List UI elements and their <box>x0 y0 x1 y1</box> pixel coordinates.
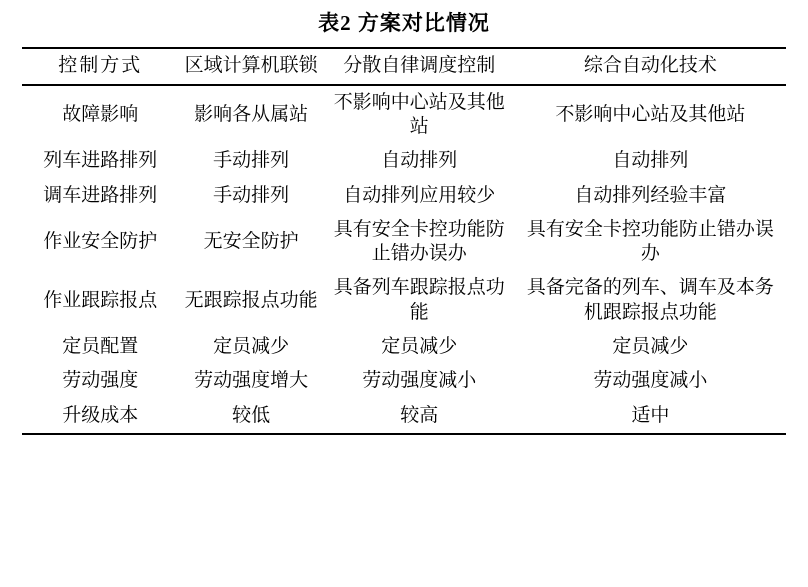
table-cell: 具有安全卡控功能防止错办误办 <box>526 218 774 265</box>
row-label: 升级成本 <box>22 399 179 434</box>
row-label: 劳动强度 <box>62 370 139 392</box>
table-row <box>22 213 786 272</box>
column-header-control-method: 控制方式 <box>22 48 179 84</box>
table-header <box>22 48 786 84</box>
table-cell: 自动排列 <box>381 150 458 172</box>
table-cell: 无安全防护 <box>203 231 299 253</box>
column-header-regional-interlocking: 区域计算机联锁 <box>179 48 324 84</box>
table-row <box>22 271 786 330</box>
table-cell: 无跟踪报点功能 <box>184 289 318 311</box>
table-cell: 自动排列应用较少 <box>343 184 496 206</box>
table-row <box>22 364 786 398</box>
table-cell: 定员减少 <box>213 336 290 358</box>
row-label: 调车进路排列 <box>43 184 158 206</box>
row-label: 定员配置 <box>62 336 139 358</box>
table-row <box>22 399 786 434</box>
table-cell: 较低 <box>179 399 324 434</box>
table-header-row <box>22 48 786 84</box>
table-row <box>22 179 786 213</box>
column-header-integrated-automation: 综合自动化技术 <box>515 48 786 84</box>
row-label: 故障影响 <box>62 103 139 125</box>
row-label: 作业跟踪报点 <box>43 289 158 311</box>
table-cell: 定员减少 <box>612 336 689 358</box>
column-header-decentralized-dispatch: 分散自律调度控制 <box>324 48 515 84</box>
table-cell: 手动排列 <box>213 184 290 206</box>
table-cell: 不影响中心站及其他站 <box>333 91 505 137</box>
row-label: 列车进路排列 <box>43 150 158 172</box>
table-cell: 劳动强度减小 <box>593 370 708 392</box>
table-cell: 较高 <box>324 399 515 434</box>
table-row <box>22 85 786 145</box>
table-cell: 影响各从属站 <box>194 103 309 125</box>
table-row <box>22 330 786 364</box>
table-body <box>22 85 786 434</box>
table-cell: 劳动强度增大 <box>194 370 309 392</box>
table-cell: 自动排列经验丰富 <box>574 184 727 206</box>
table-cell: 具备列车跟踪报点功能 <box>333 277 505 323</box>
table-cell: 手动排列 <box>213 150 290 172</box>
row-label: 作业安全防护 <box>43 231 158 253</box>
table-cell: 具备完备的列车、调车及本务机跟踪报点功能 <box>526 277 774 323</box>
table-cell: 劳动强度减小 <box>362 370 477 392</box>
table-cell: 自动排列 <box>612 150 689 172</box>
table-cell: 具有安全卡控功能防止错办误办 <box>333 218 505 265</box>
table-cell: 定员减少 <box>381 336 458 358</box>
table-cell: 适中 <box>515 399 786 434</box>
table-cell: 不影响中心站及其他站 <box>555 103 746 125</box>
table-row <box>22 144 786 178</box>
comparison-table <box>22 47 786 435</box>
table-caption: 表2 方案对比情况 <box>318 11 490 35</box>
